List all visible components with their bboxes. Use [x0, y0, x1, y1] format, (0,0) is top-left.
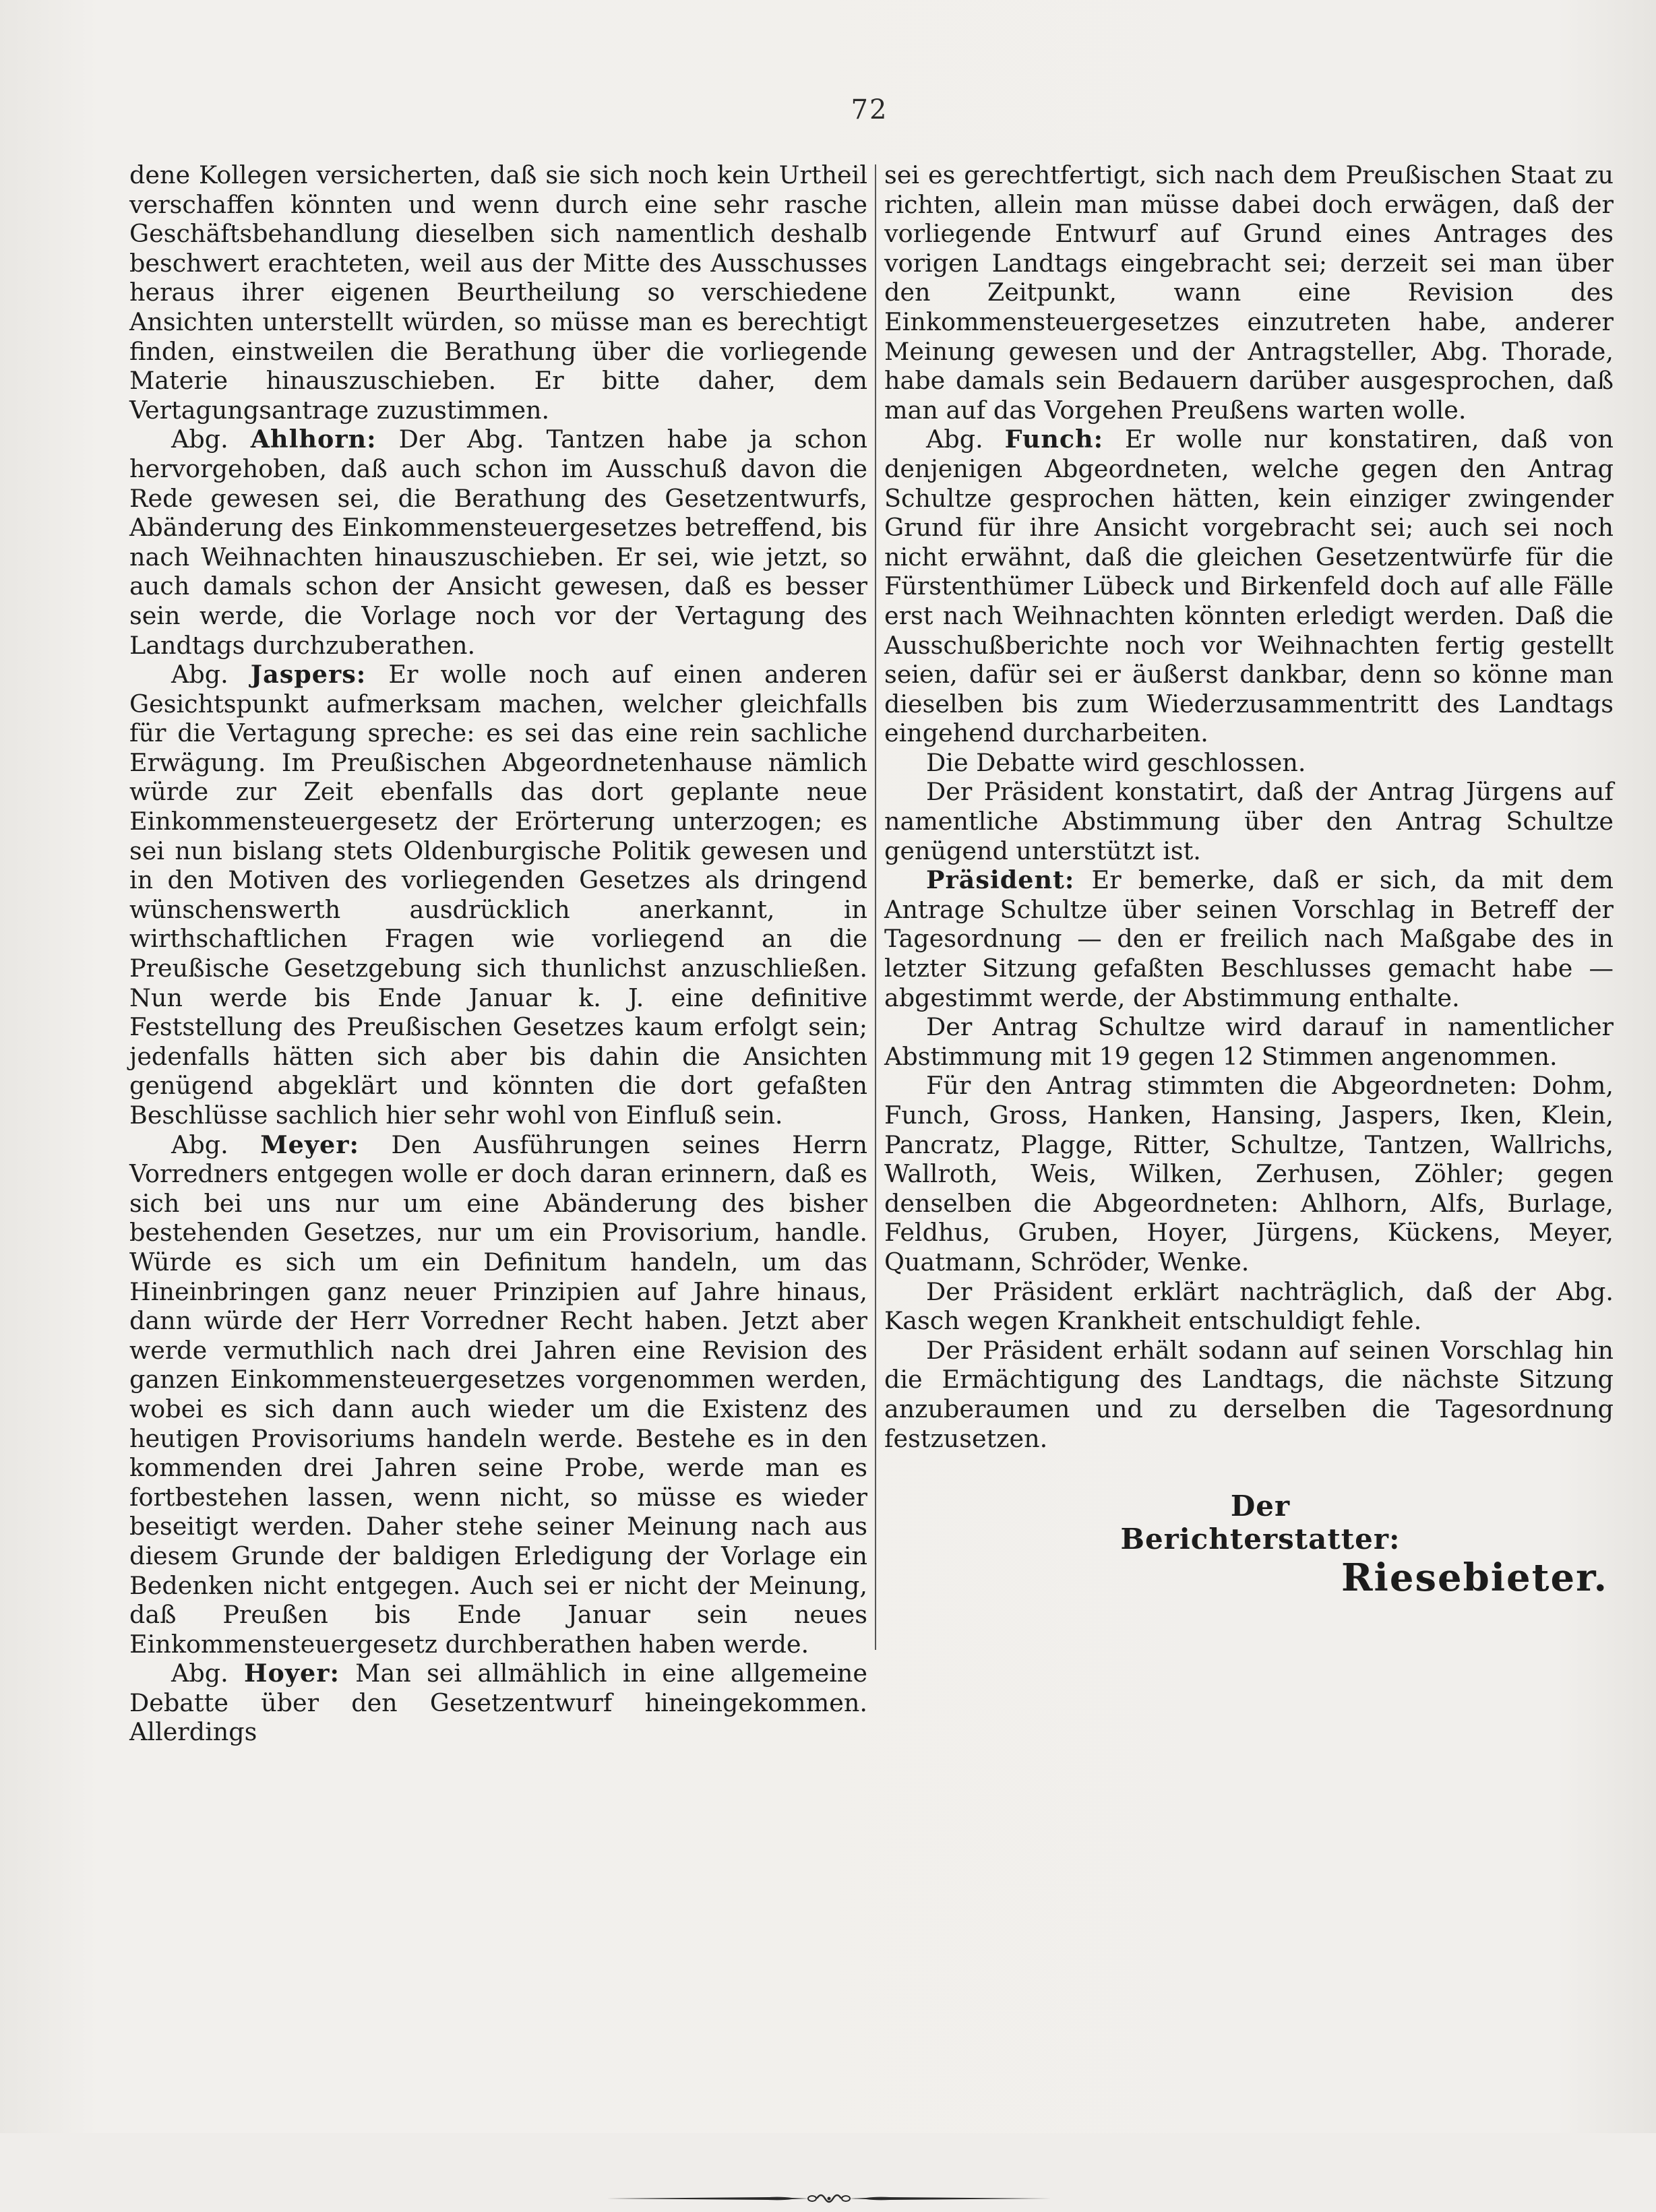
speaker-name: Jaspers:	[250, 660, 367, 689]
signature-title: Der Berichterstatter:	[1120, 1489, 1401, 1556]
paragraph	[129, 425, 867, 660]
member-abbrev: Abg.	[171, 1130, 228, 1159]
paragraph-text: sei es gerechtfertigt, sich nach dem Preußischen Staat zu richten, allein man müsse dabei doch erwägen, daß der vorliegende Entwurf auf Grund eines Antrages des vorigen Landtags eingebracht sei; derzeit sei man über den Zeitpunkt, wann eine Revision des Einkommensteuergesetzes einzutreten habe, anderer Meinung gewesen und der Antragsteller, Abg. Thorade, habe damals sein Bedauern darüber ausgesprochen, daß man auf das Vorgehen Preußens warten wolle.	[884, 160, 1614, 425]
paragraph-text: dene Kollegen versicherten, daß sie sich noch kein Urtheil verschaffen könnten und wenn durch eine sehr rasche Geschäftsbehandlung dieselben sich namentlich deshalb beschwert erachteten, weil aus der Mitte des Ausschusses heraus ihrer eigenen Beurtheilung so verschiedene Ansichten unterstellt würden, so müsse man es berechtigt finden, einstweilen die Berathung über die vorliegende Materie hinauszuschieben. Er bitte daher, dem Vertagungsantrage zuzustimmen.	[129, 160, 867, 425]
paragraph	[884, 777, 1614, 865]
paragraph	[884, 1336, 1614, 1453]
paragraph-text: Der Antrag Schultze wird darauf in namentlicher Abstimmung mit 19 gegen 12 Stimmen angenommen.	[884, 1012, 1614, 1071]
paragraph	[884, 748, 1614, 778]
right-column	[884, 160, 1614, 1453]
paragraph	[129, 1659, 867, 1747]
page-number: 72	[851, 94, 888, 125]
paragraph	[884, 1012, 1614, 1071]
paragraph	[884, 425, 1614, 748]
left-column	[129, 160, 867, 1747]
paragraph	[884, 1277, 1614, 1336]
paragraph-text: Den Ausführungen seines Herrn Vorredners entgegen wolle er doch daran erinnern, daß es sich bei uns nur um eine Abänderung des bisher bestehenden Gesetzes, nur um ein Provisorium, handle. Würde es sich um ein Definitum handeln, um das Hineinbringen ganz neuer Prinzipien auf Jahre hinaus, dann würde der Herr Vorredner Recht haben. Jetzt aber werde vermuthlich nach drei Jahren eine Revision des ganzen Einkommensteuergesetzes vorgenommen werden, wobei es sich dann auch wieder um die Existenz des heutigen Provisoriums handeln werde. Bestehe es in den kommenden drei Jahren seine Probe, werde man es fortbestehen lassen, wenn nicht, so müsse es wieder beseitigt werden. Daher stehe seiner Meinung nach aus diesem Grunde der baldigen Erledigung der Vorlage ein Bedenken nicht entgegen. Auch sei er nicht der Meinung, daß Preußen bis Ende Januar sein neues Einkommensteuergesetz durchberathen haben werde.	[129, 1130, 867, 1659]
paragraph-text: Der Präsident erklärt nachträglich, daß der Abg. Kasch wegen Krankheit entschuldigt fehle.	[884, 1277, 1614, 1336]
paragraph-text: Die Debatte wird geschlossen.	[926, 747, 1306, 777]
ornament-divider-icon	[607, 2185, 1051, 2212]
paragraph-text: Er wolle noch auf einen anderen Gesichtspunkt aufmerksam machen, welcher gleichfalls für die Vertagung spreche: es sei das eine rein sachliche Erwägung. Im Preußischen Abgeordnetenhause nämlich würde zur Zeit ebenfalls das dort geplante neue Einkommensteuergesetz der Erörterung unterzogen; es sei nun bislang stets Oldenburgische Politik gewesen und in den Motiven des vorliegenden Gesetzes als dringend wünschenswerth ausdrücklich anerkannt, in wirthschaftlichen Fragen wie vorliegend an die Preußische Gesetzgebung sich thunlichst anzuschließen. Nun werde bis Ende Januar k. J. eine definitive Feststellung des Preußischen Gesetzes kaum erfolgt sein; jedenfalls hätten sich aber bis dahin die Ansichten genügend abgeklärt und könnten die dort gefaßten Beschlüsse sachlich hier sehr wohl von Einfluß sein.	[129, 660, 867, 1130]
paragraph	[884, 865, 1614, 1012]
speaker-name: Funch:	[1004, 425, 1104, 454]
paragraph-text: Der Präsident erhält sodann auf seinen Vorschlag hin die Ermächtigung des Landtags, die nächste Sitzung anzuberaumen und zu derselben die Tagesordnung festzusetzen.	[884, 1335, 1614, 1453]
paragraph-text: Der Präsident konstatirt, daß der Antrag Jürgens auf namentliche Abstimmung über den Antrag Schultze genügend unterstützt ist.	[884, 777, 1614, 865]
paragraph	[129, 1130, 867, 1659]
paragraph-text: Für den Antrag stimmten die Abgeordneten: Dohm, Funch, Gross, Hanken, Hansing, Jaspers, Iken, Klein, Pancratz, Plagge, Ritter, Schultze, Tantzen, Wallrichs, Wallroth, Weis, Wilken, Zerhusen, Zöhler; gegen denselben die Abgeordneten: Ahlhorn, Alfs, Burlage, Feldhus, Gruben, Hoyer, Jürgens, Kückens, Meyer, Quatmann, Schröder, Wenke.	[884, 1071, 1614, 1277]
paragraph-text: Man sei allmählich in eine allgemeine Debatte über den Gesetzentwurf hineingekommen. Allerdings	[129, 1659, 867, 1747]
paragraph	[129, 160, 867, 425]
paragraph	[129, 660, 867, 1130]
paragraph-text: Der Abg. Tantzen habe ja schon hervorgehoben, daß auch schon im Ausschuß davon die Rede gewesen sei, die Berathung des Gesetzentwurfs, Abänderung des Einkommensteuergesetzes betreffend, bis nach Weihnachten hinauszuschieben. Er sei, wie jetzt, so auch damals schon der Ansicht gewesen, daß es besser sein werde, die Vorlage noch vor der Vertagung des Landtags durchzuberathen.	[129, 425, 868, 660]
speaker-name: Präsident:	[926, 865, 1075, 895]
paragraph	[884, 160, 1614, 425]
speaker-name: Meyer:	[260, 1130, 359, 1159]
paragraph	[884, 1071, 1614, 1277]
speaker-name: Ahlhorn:	[250, 425, 377, 454]
paragraph-text: Er wolle nur konstatiren, daß von denjenigen Abgeordneten, welche gegen den Antrag Schultze gesprochen hätten, kein einziger zwingender Grund für ihre Ansicht vorgebracht sei; auch sei noch nicht erwähnt, daß die gleichen Gesetzentwürfe für die Fürstenthümer Lübeck und Birkenfeld doch auf alle Fälle erst nach Weihnachten könnten erledigt werden. Daß die Ausschußberichte noch vor Weihnachten fertig gestellt seien, dafür sei er äußerst dankbar, denn so könne man dieselben bis zum Wiederzusammentritt des Landtags eingehend durcharbeiten.	[884, 425, 1614, 748]
member-abbrev: Abg.	[171, 425, 228, 454]
member-abbrev: Abg.	[171, 660, 228, 689]
column-divider	[875, 164, 876, 1650]
speaker-name: Hoyer:	[243, 1659, 340, 1688]
member-abbrev: Abg.	[171, 1659, 228, 1688]
signature-name: Riesebieter.	[1341, 1556, 1609, 1600]
paragraph-text: Er bemerke, daß er sich, da mit dem Antrage Schultze über seinen Vorschlag in Betreff der Tagesordnung — den er freilich nach Maßgabe des in letzter Sitzung gefaßten Beschlusses gemacht habe — abgestimmt werde, der Abstimmung enthalte.	[884, 865, 1614, 1012]
member-abbrev: Abg.	[926, 425, 983, 454]
